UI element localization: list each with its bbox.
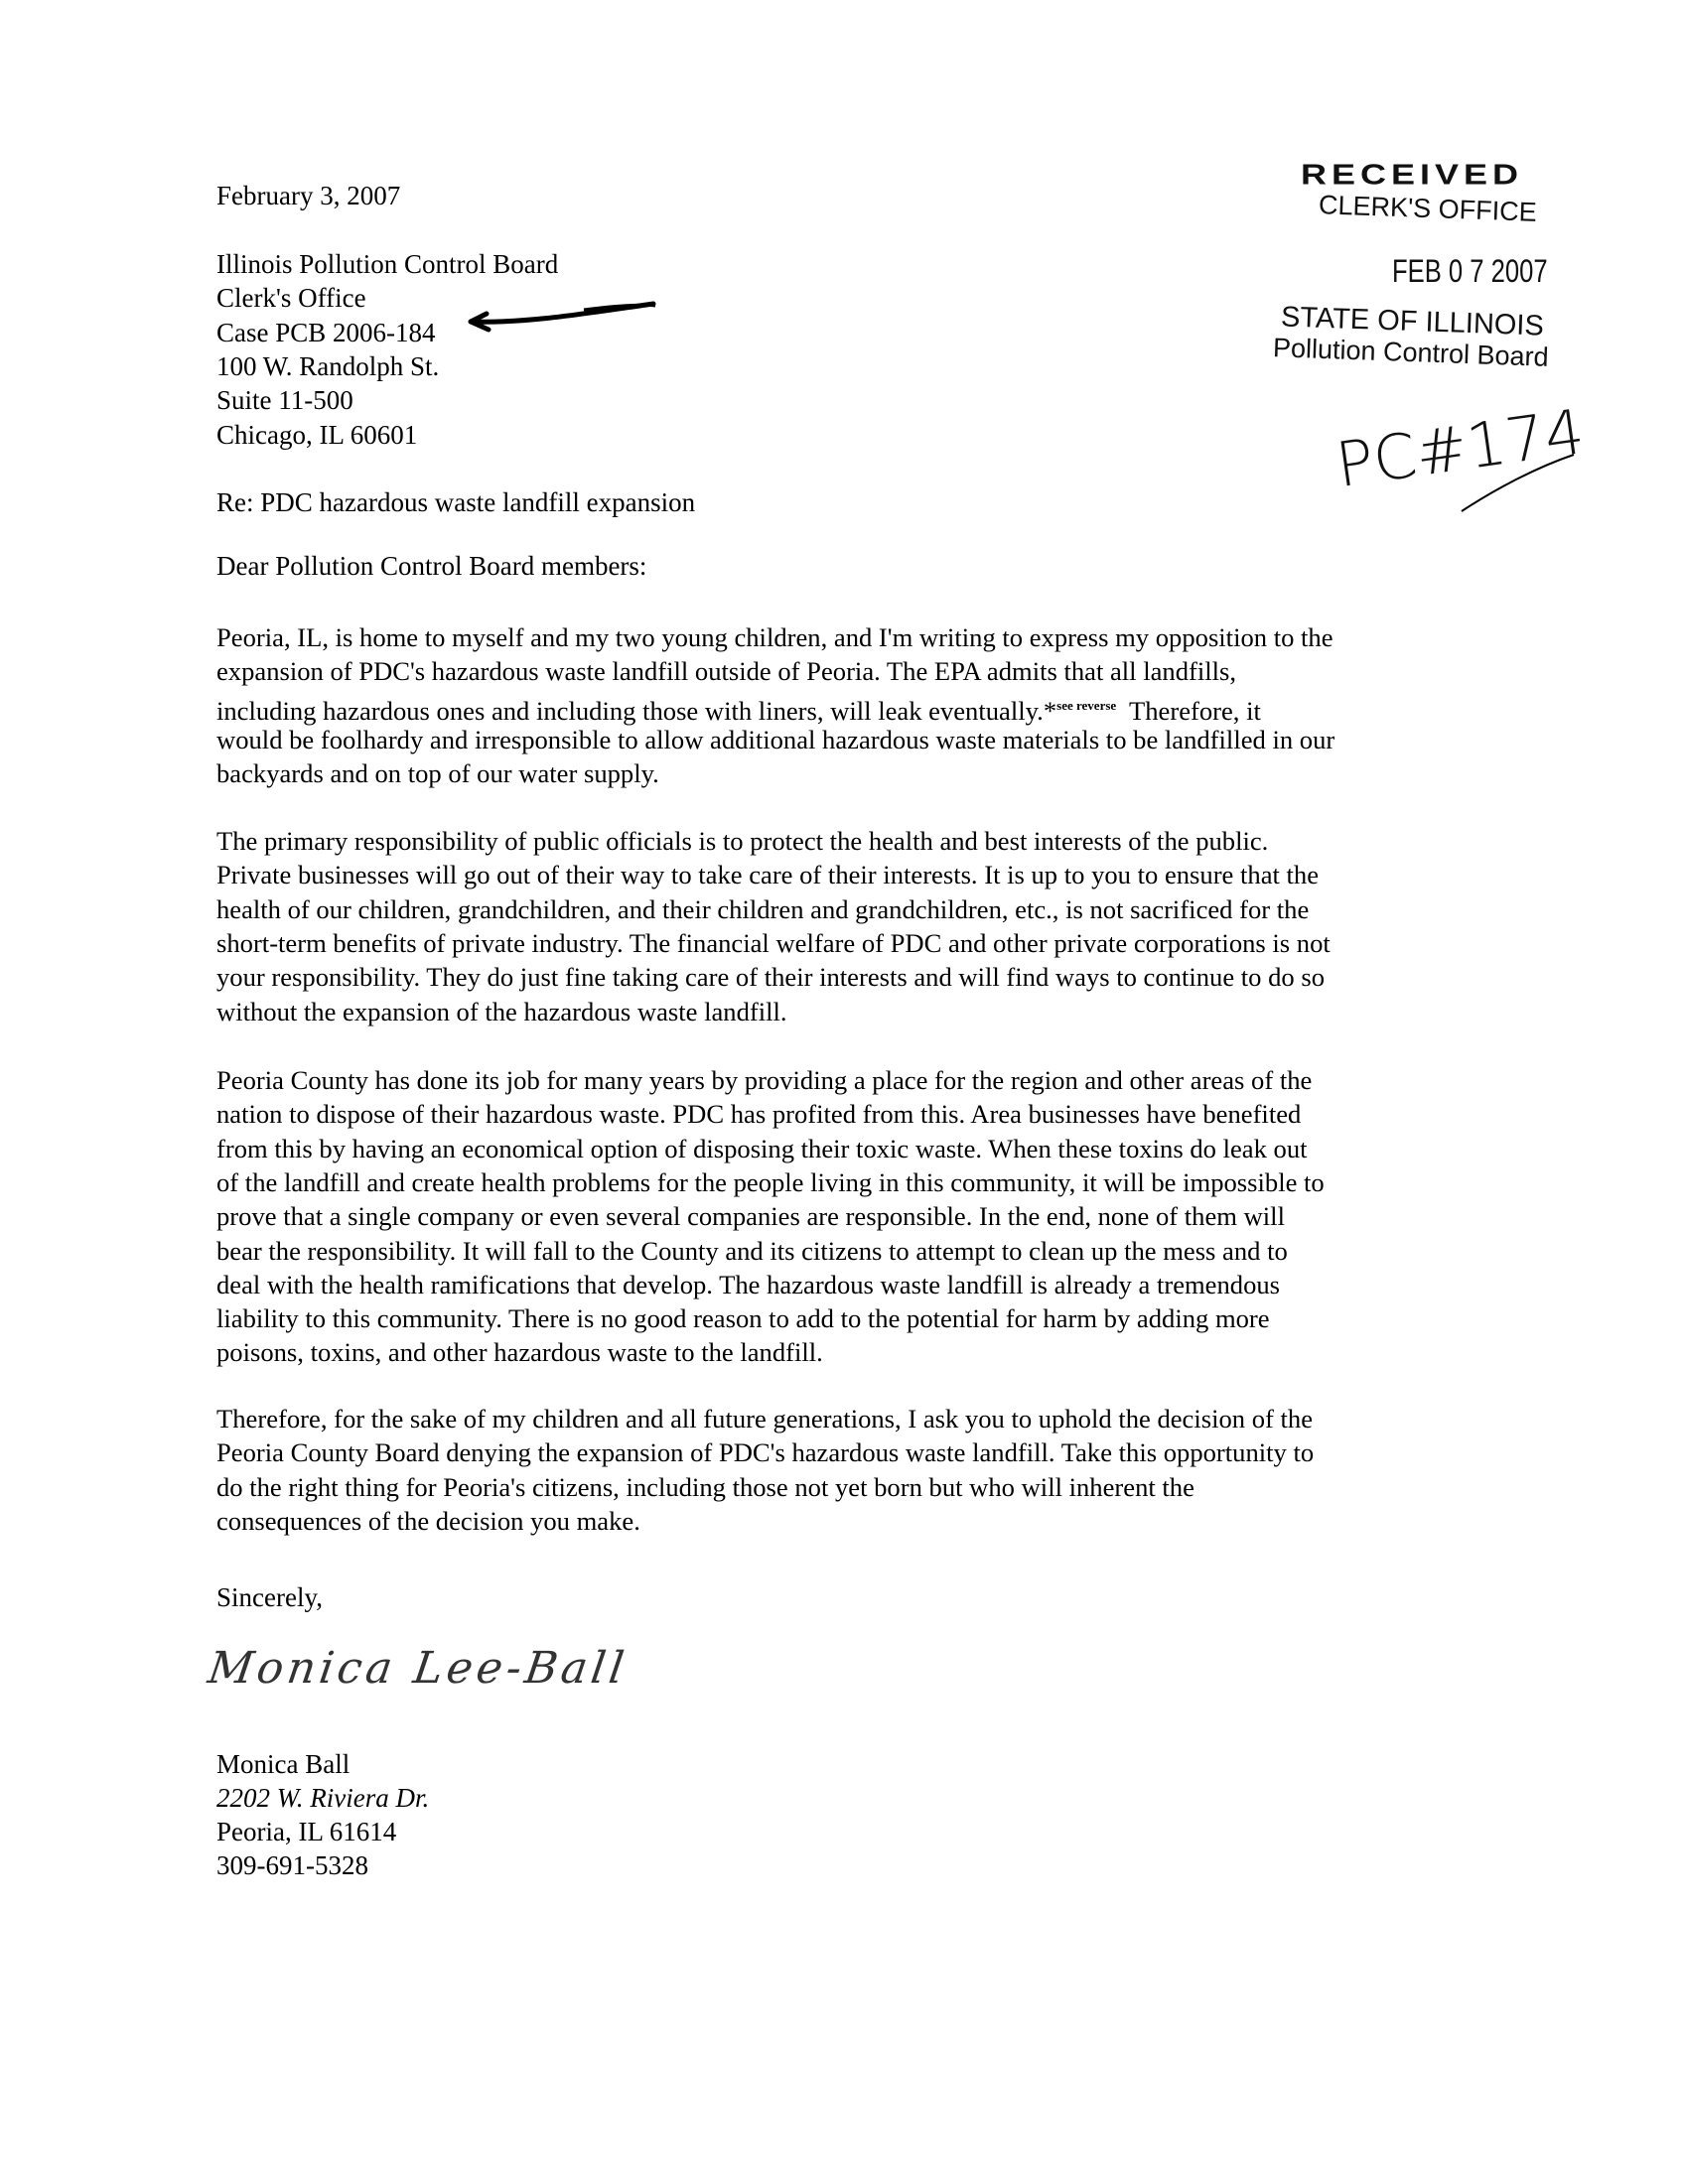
annotation-underline: [1460, 437, 1579, 516]
footnote-marker: see reverse: [1056, 697, 1117, 713]
sender-line: Monica Ball: [216, 1749, 351, 1779]
recipient-line: Suite 11-500: [216, 385, 353, 416]
paragraph-line: do the right thing for Peoria's citizens, including those not yet born but who will inherent the: [216, 1471, 1194, 1502]
stamp-state: STATE OF ILLINOIS: [1280, 301, 1545, 342]
recipient-line: Chicago, IL 60601: [216, 419, 418, 450]
paragraph-line: from this by having an economical option of disposing their toxic waste. When these toxins do leak out: [216, 1133, 1308, 1163]
paragraph-line: poisons, toxins, and other hazardous waste to the landfill.: [216, 1337, 823, 1368]
stamp-office: CLERK'S OFFICE: [1318, 190, 1538, 227]
salutation: Dear Pollution Control Board members:: [216, 551, 647, 581]
stamp-date: FEB 0 7 2007: [1392, 253, 1548, 289]
closing: Sincerely,: [216, 1582, 323, 1612]
arrow-annotation: [465, 298, 663, 338]
sender-line: 309-691-5328: [216, 1850, 368, 1880]
sender-line: 2202 W. Riviera Dr.: [216, 1783, 430, 1813]
paragraph-line: Peoria, IL, is home to myself and my two young children, and I'm writing to express my opposition to the: [216, 622, 1333, 652]
letter-date: February 3, 2007: [216, 181, 401, 210]
paragraph-line: backyards and on top of our water supply.: [216, 758, 659, 789]
paragraph-line: [216, 689, 1261, 728]
recipient-line: Illinois Pollution Control Board: [216, 249, 559, 279]
subject-line: Re: PDC hazardous waste landfill expansion: [216, 487, 696, 517]
paragraph-line: deal with the health ramifications that develop. The hazardous waste landfill is already a tremendous: [216, 1269, 1281, 1299]
sender-line: Peoria, IL 61614: [216, 1817, 397, 1846]
stamp-board: Pollution Control Board: [1272, 333, 1550, 372]
paragraph-line: health of our children, grandchildren, and their children and grandchildren, etc., is not sacrificed for the: [216, 893, 1310, 924]
paragraph-text: including hazardous ones and including those with liners, will leak eventually.*: [216, 695, 1057, 726]
paragraph-line: Private businesses will go out of their way to take care of their interests. It is up to you to ensure that the: [216, 860, 1320, 890]
paragraph-line: consequences of the decision you make.: [216, 1505, 640, 1536]
paragraph-line: your responsibility. They do just fine taking care of their interests and will find ways to continue to do so: [216, 962, 1325, 993]
paragraph-line: liability to this community. There is no good reason to add to the potential for harm by adding more: [216, 1303, 1270, 1334]
paragraph-line: Peoria County Board denying the expansion of PDC's hazardous waste landfill. Take this opportunity to: [216, 1437, 1315, 1468]
paragraph-line: without the expansion of the hazardous waste landfill.: [216, 996, 787, 1026]
paragraph-line: nation to dispose of their hazardous waste. PDC has profited from this. Area businesses have benefited: [216, 1099, 1302, 1130]
paragraph-line: Peoria County has done its job for many years by providing a place for the region and other areas of the: [216, 1065, 1313, 1095]
paragraph-line: Therefore, for the sake of my children and all future generations, I ask you to uphold the decision of the: [216, 1404, 1314, 1433]
pc-number-annotation: PC#174: [1332, 394, 1589, 502]
recipient-line: 100 W. Randolph St.: [216, 350, 440, 381]
paragraph-line: would be foolhardy and irresponsible to allow additional hazardous waste materials to be landfilled in our: [216, 724, 1335, 754]
paragraph-line: prove that a single company or even several companies are responsible. In the end, none of them will: [216, 1201, 1285, 1232]
paragraph-line: expansion of PDC's hazardous waste landfill outside of Peoria. The EPA admits that all landfills,: [216, 656, 1237, 687]
handwritten-signature: Monica Lee-Ball: [205, 1643, 632, 1694]
stamp-received: RECEIVED: [1301, 158, 1524, 191]
paragraph-line: bear the responsibility. It will fall to the County and its citizens to attempt to clean up the mess and to: [216, 1235, 1288, 1266]
recipient-line: Case PCB 2006-184: [216, 317, 436, 347]
paragraph-line: short-term benefits of private industry. The financial welfare of PDC and other private corporations is not: [216, 927, 1331, 958]
paragraph-line: of the landfill and create health problems for the people living in this community, it will be impossible to: [216, 1166, 1325, 1197]
paragraph-line: The primary responsibility of public officials is to protect the health and best interests of the public.: [216, 826, 1269, 856]
paragraph-text: Therefore, it: [1116, 695, 1261, 726]
recipient-line: Clerk's Office: [216, 283, 366, 314]
